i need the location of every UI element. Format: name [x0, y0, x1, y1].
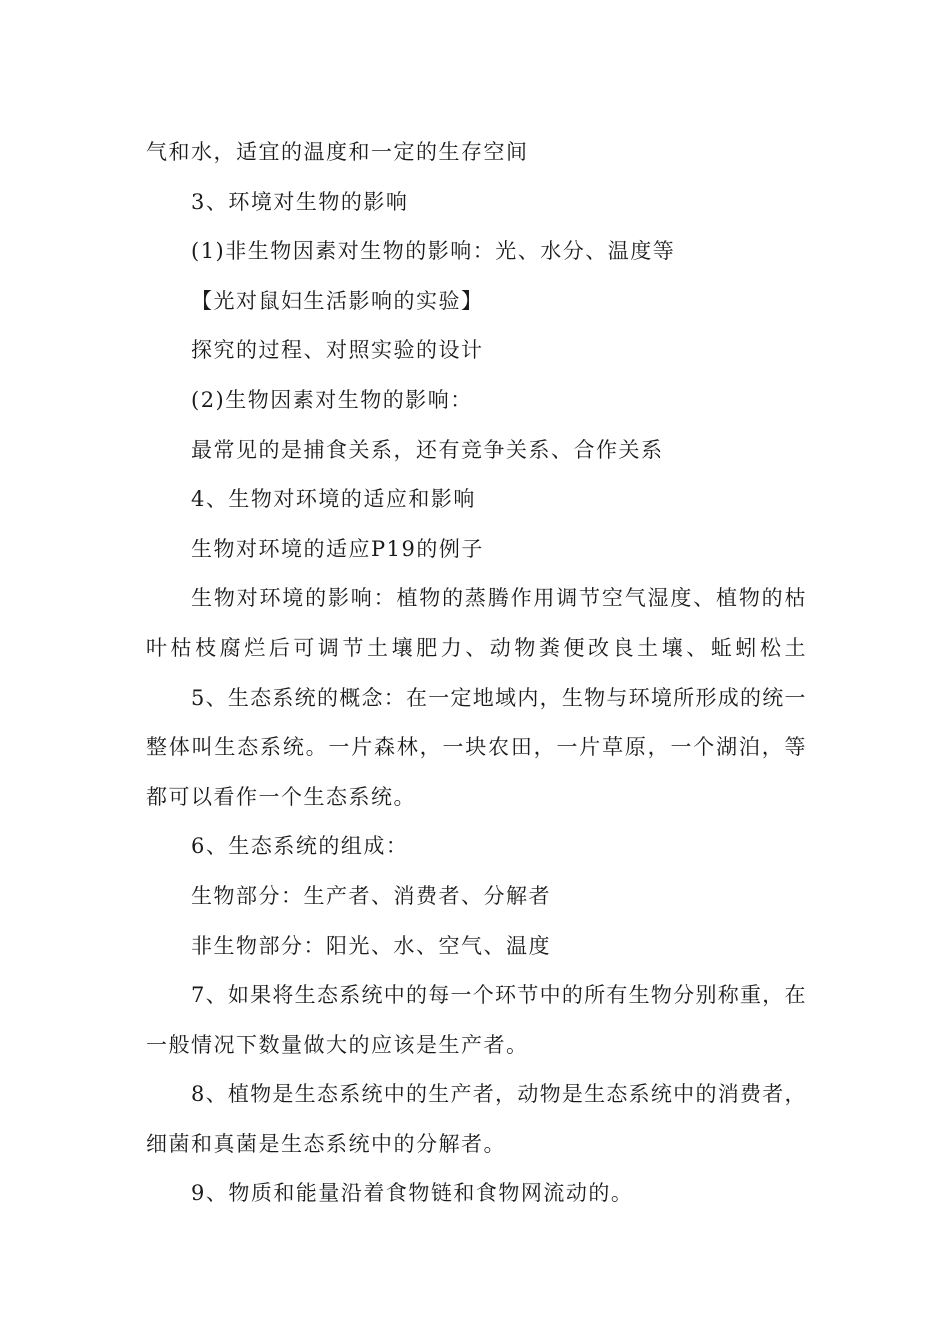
text-line: 都可以看作一个生态系统。 — [146, 784, 416, 809]
text-line: 探究的过程、对照实验的设计 — [191, 338, 484, 363]
text-line: (1)非生物因素对生物的影响：光、水分、温度等 — [191, 239, 676, 264]
section-heading: 9、物质和能量沿着食物链和食物网流动的。 — [191, 1181, 634, 1206]
text-line: (2)生物因素对生物的影响： — [191, 387, 473, 412]
text-line: 非生物部分：阳光、水、空气、温度 — [191, 933, 551, 958]
text-line: 叶枯枝腐烂后可调节土壤肥力、动物粪便改良土壤、蚯蚓松土 — [146, 635, 806, 660]
section-heading: 3、环境对生物的影响 — [191, 189, 409, 214]
text-line: 一般情况下数量做大的应该是生产者。 — [146, 1032, 529, 1057]
text-line: 最常见的是捕食关系，还有竞争关系、合作关系 — [191, 437, 664, 462]
section-heading: 8、植物是生态系统中的生产者，动物是生态系统中的消费者， — [191, 1082, 806, 1107]
text-line: 细菌和真菌是生态系统中的分解者。 — [146, 1131, 506, 1156]
section-heading: 5、生态系统的概念：在一定地域内，生物与环境所形成的统一 — [191, 685, 806, 710]
text-line: 生物对环境的适应P19的例子 — [191, 536, 484, 561]
section-heading: 7、如果将生态系统中的每一个环节中的所有生物分别称重，在 — [191, 983, 806, 1008]
section-heading: 6、生态系统的组成： — [191, 834, 409, 859]
text-line: 气和水，适宜的温度和一定的生存空间 — [146, 140, 529, 164]
section-heading: 4、生物对环境的适应和影响 — [191, 487, 476, 512]
text-line: 生物部分：生产者、消费者、分解者 — [191, 883, 551, 908]
document-body — [146, 128, 806, 1219]
text-line: 整体叫生态系统。一片森林，一块农田，一片草原，一个湖泊，等 — [146, 735, 806, 760]
text-line: 生物对环境的影响：植物的蒸腾作用调节空气湿度、植物的枯 — [191, 586, 806, 611]
experiment-title: 【光对鼠妇生活影响的实验】 — [191, 288, 484, 313]
